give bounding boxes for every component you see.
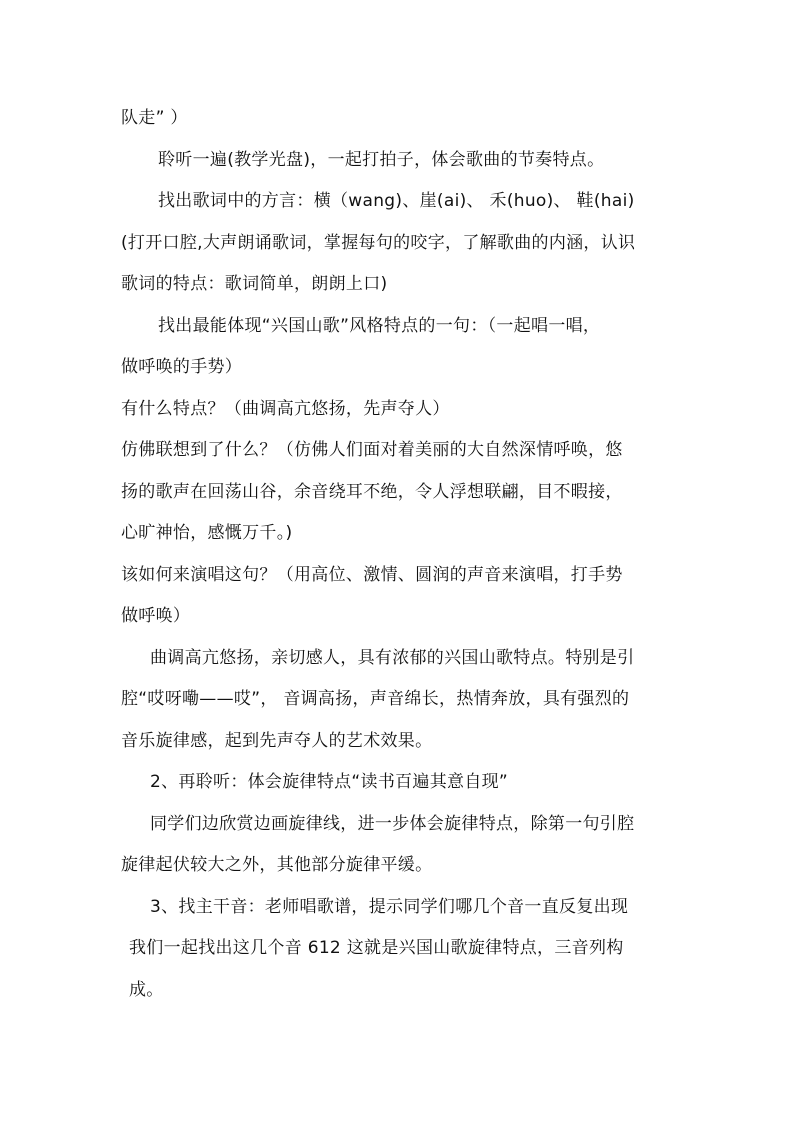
text-line: 扬的歌声在回荡山谷，余音绕耳不绝，令人浮想联翩，目不暇接， — [121, 482, 623, 502]
text-line: 音乐旋律感，起到先声夺人的艺术效果。 — [121, 731, 433, 751]
text-line: 我们一起找出这几个音 612 这就是兴国山歌旋律特点，三音列构 — [129, 938, 624, 958]
text-line: 2、再聆听：体会旋律特点“读书百遍其意自现” — [150, 772, 509, 792]
text-line: 曲调高亢悠扬，亲切感人，具有浓郁的兴国山歌特点。特别是引 — [150, 648, 635, 668]
text-line: 队走” ） — [121, 108, 188, 128]
text-line: 歌词的特点：歌词简单，朗朗上口) — [121, 274, 388, 294]
text-line: 该如何来演唱这句？（用高位、激情、圆润的声音来演唱，打手势 — [121, 565, 623, 585]
text-line: 有什么特点？（曲调高亢悠扬，先声夺人） — [121, 399, 450, 419]
text-line: 找出歌词中的方言：横（wang)、崖(ai)、 禾(huo)、 鞋(hai) — [158, 191, 635, 211]
text-line: 心旷神怡，感慨万千。) — [121, 523, 293, 543]
text-line: 腔“哎呀嘞——哎”， 音调高扬，声音绵长，热情奔放，具有强烈的 — [121, 689, 630, 709]
text-line: 找出最能体现“兴国山歌”风格特点的一句：（一起唱一唱， — [158, 316, 601, 336]
text-line: 做呼唤） — [121, 606, 191, 626]
text-line: 仿佛联想到了什么？（仿佛人们面对着美丽的大自然深情呼唤，悠 — [121, 440, 623, 460]
text-line: 3、找主干音：老师唱歌谱，提示同学们哪几个音一直反复出现 — [150, 897, 629, 917]
text-line: 旋律起伏较大之外，其他部分旋律平缓。 — [121, 855, 433, 875]
text-line: (打开口腔,大声朗诵歌词，掌握每句的咬字，了解歌曲的内涵，认识 — [121, 233, 636, 253]
text-line: 成。 — [129, 980, 164, 1000]
text-line: 聆听一遍(教学光盘)，一起打拍子，体会歌曲的节奏特点。 — [158, 150, 605, 170]
text-line: 做呼唤的手势） — [121, 357, 243, 377]
text-line: 同学们边欣赏边画旋律线，进一步体会旋律特点，除第一句引腔 — [150, 814, 635, 834]
